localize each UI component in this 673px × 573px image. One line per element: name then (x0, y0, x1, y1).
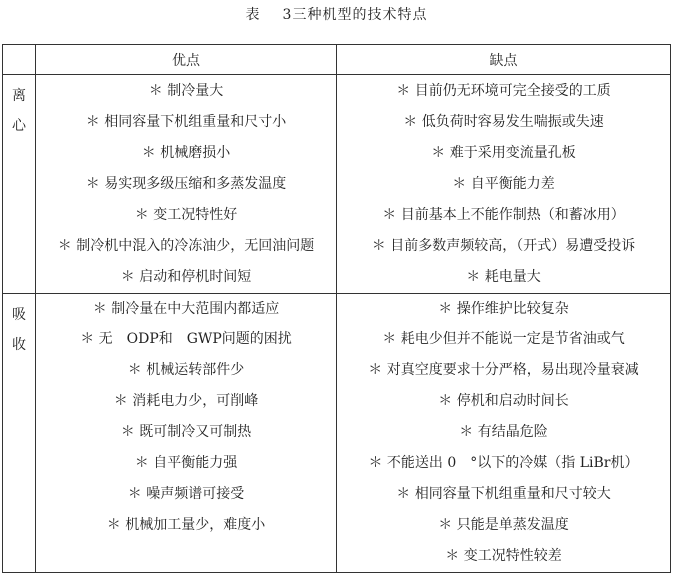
con-item: ＊ 只能是单蒸发温度 (438, 517, 569, 533)
cons-cell (337, 294, 671, 573)
pro-item: ＊ 制冷量大 (148, 83, 224, 99)
pro-item: ＊ 相同容量下机组重量和尺寸小 (85, 114, 287, 130)
category-cell (3, 294, 36, 573)
pro-item: ＊ 消耗电力少，可削峰 (113, 393, 259, 409)
table-row (3, 294, 671, 573)
pro-item: ＊ 噪声频谱可接受 (127, 486, 245, 502)
con-item: ＊ 耗电量大 (466, 269, 541, 285)
con-item: ＊ 耗电少但并不能说一定是节省油或气 (382, 331, 625, 347)
con-item: ＊ 操作维护比较复杂 (438, 301, 569, 317)
con-item: ＊ 低负荷时容易发生喘振或失速 (403, 114, 604, 130)
pro-item: ＊ 自平衡能力强 (134, 455, 238, 471)
pros-cell (36, 294, 337, 573)
con-item: ＊ 相同容量下机组重量和尺寸较大 (396, 486, 611, 502)
caption-title: 3三种机型的技术特点 (282, 7, 428, 23)
category-char: 离 (12, 88, 26, 104)
con-item: ＊ 变工况特性较差 (445, 548, 562, 564)
pro-item: ＊ 机械加工量少，难度小 (106, 517, 266, 533)
table-caption (0, 4, 673, 24)
header-row (3, 45, 671, 75)
con-item: ＊ 目前基本上不能作制热（和蓄冰用） (382, 207, 625, 223)
comparison-table (2, 44, 671, 573)
category-char: 吸 (12, 307, 26, 323)
pro-item: ＊ 制冷量在中大范围内都适应 (92, 301, 280, 317)
pro-item: ＊ 既可制冷又可制热 (120, 424, 252, 440)
con-item: ＊ 目前仍无环境可完全接受的工质 (396, 83, 611, 99)
category-char: 收 (12, 337, 26, 353)
pro-item: ＊ 易实现多级压缩和多蒸发温度 (85, 176, 287, 192)
category-char: 心 (12, 118, 26, 134)
pro-item: ＊ 变工况特性好 (134, 207, 238, 223)
caption-label: 表 (245, 7, 261, 23)
pro-item: ＊ 制冷机中混入的冷冻油少，无回油问题 (57, 238, 315, 254)
cons-cell (337, 75, 671, 294)
header-category (3, 45, 36, 75)
pro-item: ＊ 机械磨损小 (141, 145, 231, 161)
con-item: ＊ 目前多数声频较高，（开式）易遭受投诉 (371, 238, 636, 254)
con-item: ＊ 不能送出 0 °以下的冷媒（指 LiBr机） (368, 455, 639, 471)
pro-item: ＊ 启动和停机时间短 (120, 269, 252, 285)
con-item: ＊ 有结晶危险 (459, 424, 548, 440)
con-item: ＊ 对真空度要求十分严格，易出现冷量衰减 (368, 362, 639, 378)
pro-item: ＊ 机械运转部件少 (127, 362, 245, 378)
con-item: ＊ 难于采用变流量孔板 (431, 145, 576, 161)
table-row (3, 75, 671, 294)
con-item: ＊ 自平衡能力差 (452, 176, 555, 192)
pro-item: ＊ 无 ODP和 GWP问题的困扰 (80, 331, 292, 347)
category-cell (3, 75, 36, 294)
header-cons: 缺点 (337, 45, 671, 75)
con-item: ＊ 停机和启动时间长 (438, 393, 569, 409)
header-pros: 优点 (36, 45, 337, 75)
pros-cell (36, 75, 337, 294)
